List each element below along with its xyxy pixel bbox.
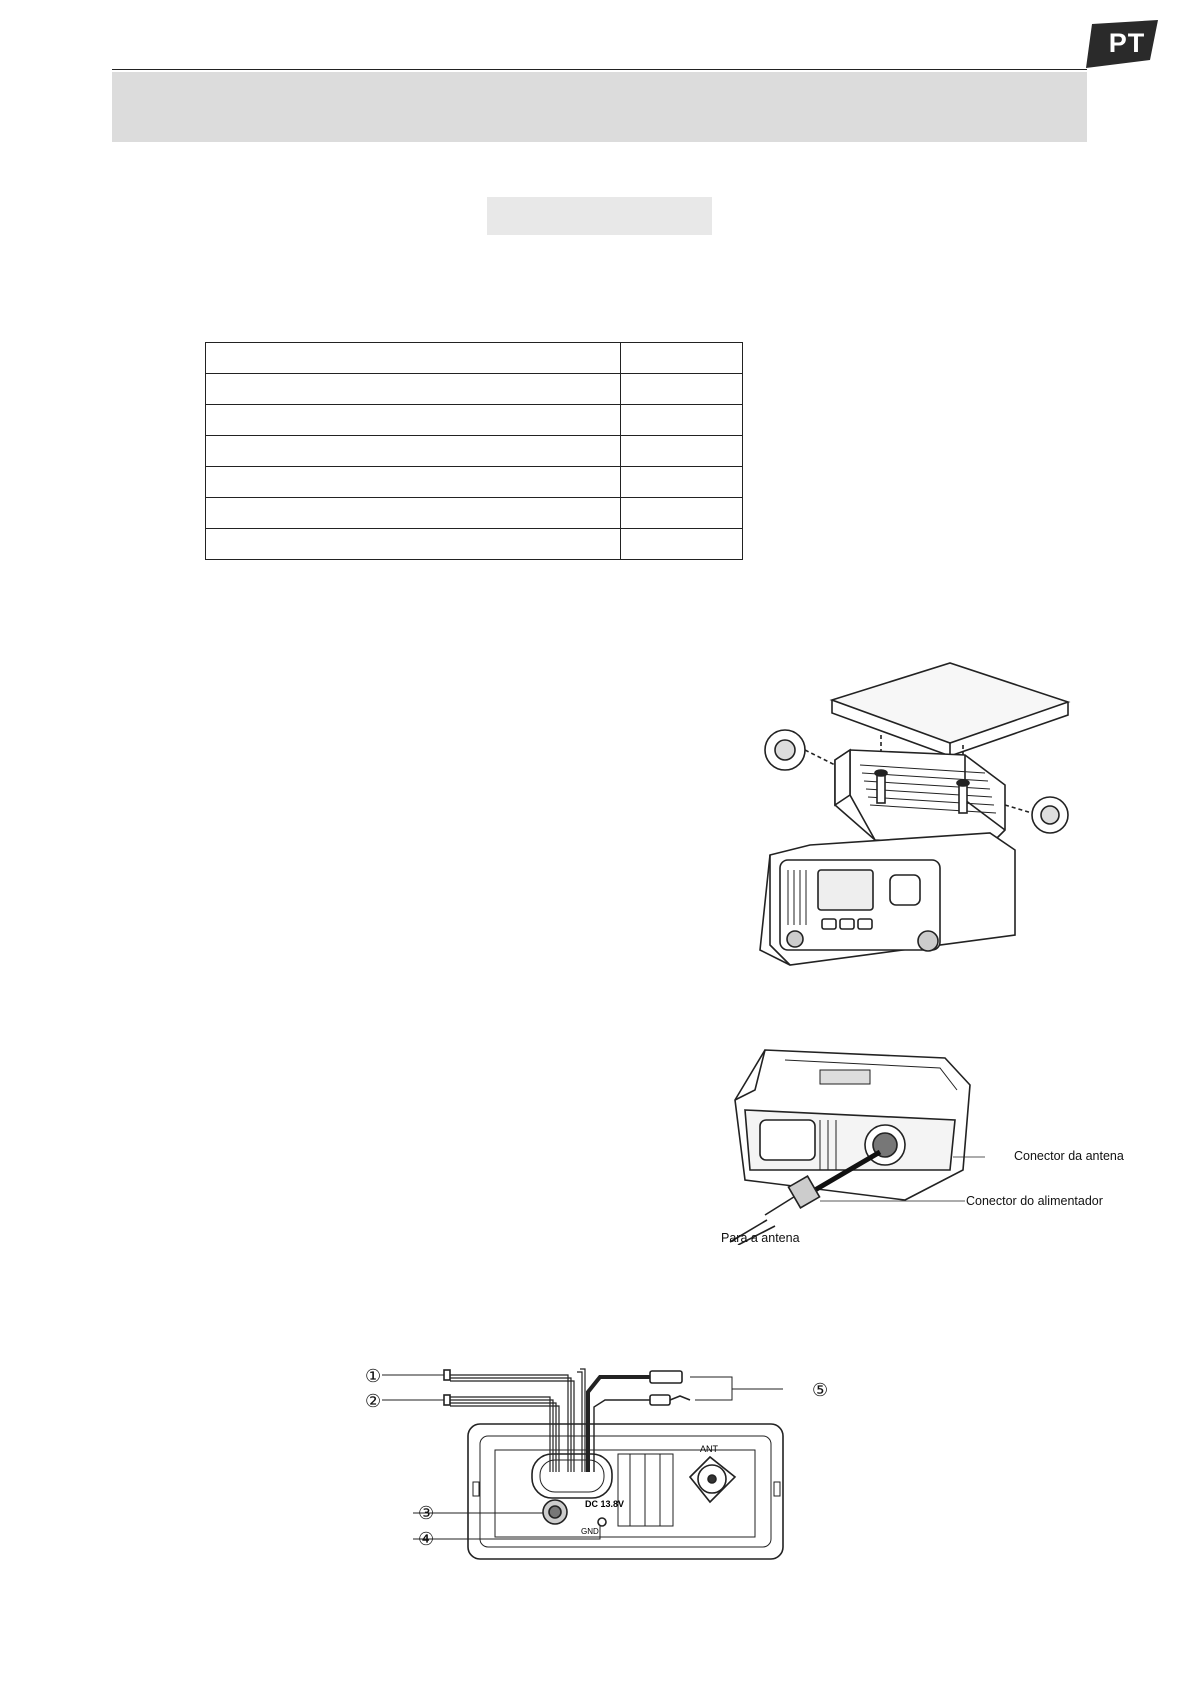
table-row — [206, 374, 743, 405]
table-cell-item — [206, 343, 621, 374]
antenna-connector-label: Conector da antena — [1014, 1149, 1124, 1163]
rear-panel-ant-text: ANT — [700, 1444, 718, 1454]
feeder-connector-label: Conector do alimentador — [966, 1194, 1103, 1208]
rear-panel-dc-text: DC 13.8V — [585, 1499, 625, 1509]
parts-table — [205, 342, 743, 560]
table-cell-item — [206, 405, 621, 436]
section-label-band — [487, 197, 712, 235]
table-row — [206, 529, 743, 560]
antenna-connection-diagram — [725, 1030, 985, 1245]
rear-panel-gnd-text: GND — [581, 1527, 599, 1536]
language-badge: PT — [1108, 28, 1146, 58]
marker-5: ⑤ — [812, 1380, 829, 1400]
table-cell-item — [206, 498, 621, 529]
table-row — [206, 405, 743, 436]
table-row — [206, 436, 743, 467]
header-band — [112, 72, 1087, 142]
table-cell-item — [206, 374, 621, 405]
table-cell-qty — [621, 405, 743, 436]
marker-4: ④ — [418, 1529, 435, 1549]
marker-3: ③ — [418, 1503, 435, 1523]
table-cell-qty — [621, 343, 743, 374]
table-cell-qty — [621, 374, 743, 405]
table-row — [206, 498, 743, 529]
marker-2: ② — [365, 1391, 382, 1411]
table-cell-qty — [621, 467, 743, 498]
table-row — [206, 343, 743, 374]
table-cell-qty — [621, 436, 743, 467]
table-row — [206, 467, 743, 498]
table-cell-qty — [621, 529, 743, 560]
table-cell-item — [206, 529, 621, 560]
to-antenna-label: Para a antena — [721, 1231, 800, 1245]
table-cell-item — [206, 436, 621, 467]
mounting-bracket-diagram — [750, 655, 1080, 970]
table-cell-qty — [621, 498, 743, 529]
marker-1: ① — [365, 1366, 382, 1386]
table-cell-item — [206, 467, 621, 498]
header-rule — [112, 69, 1087, 70]
